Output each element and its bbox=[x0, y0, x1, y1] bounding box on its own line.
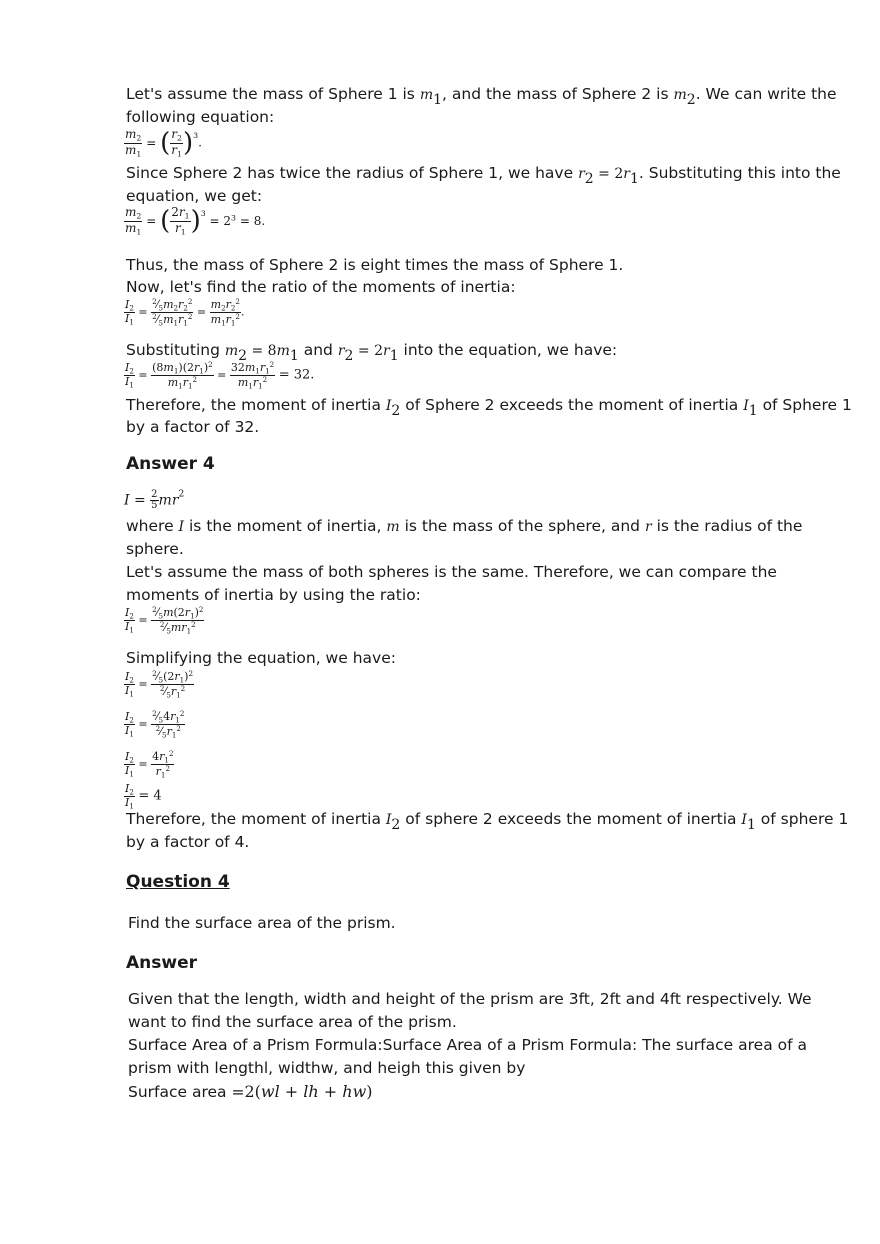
equation-ratio-step-1: $\frac{I_2}{I_1}$ = $\frac{^2⁄_5m(2r_1)^2}{^2⁄_5mr_1^2}$ bbox=[125, 605, 204, 635]
text-line: Given that the length, width and height of the prism are 3ft, 2ft and 4ft respectively. We bbox=[128, 990, 812, 1008]
heading-question-4: Question 4 bbox=[126, 872, 230, 892]
text-line: by a factor of 32. bbox=[126, 418, 260, 436]
text-line: where I is the moment of inertia, m is the mass of the sphere, and r is the radius of the bbox=[126, 517, 803, 535]
text-line: by a factor of 4. bbox=[126, 833, 250, 851]
text-line: Now, let's find the ratio of the moments of inertia: bbox=[126, 278, 516, 296]
text-line: sphere. bbox=[126, 540, 184, 558]
text-line: Let's assume the mass of Sphere 1 is $m_1$, and the mass of Sphere 2 is $m_2$. We can write the bbox=[126, 85, 837, 108]
text-line: want to find the surface area of the prism. bbox=[128, 1013, 457, 1031]
heading-answer: Answer bbox=[126, 953, 197, 973]
text-line: Therefore, the moment of inertia $I_2$ of sphere 2 exceeds the moment of inertia $I_1$ of sphere 1 bbox=[126, 810, 849, 833]
equation-inertia-ratio-32: $\frac{I_2}{I_1}$ = $\frac{(8m_1)(2r_1)^2}{m_1r_1^2}$ = $\frac{32m_1r_1^2}{m_1r_1^2}$ = 32. bbox=[125, 360, 315, 390]
equation-ratio-step-3: $\frac{I_2}{I_1}$ = $\frac{^2⁄_54r_1^2}{^2⁄_5r_1^2}$ bbox=[125, 709, 185, 739]
equation-inertia-ratio: $\frac{I_2}{I_1}$ = $\frac{^2⁄_5m_2r_2^2}{^2⁄_5m_1r_1^2}$ = $\frac{m_2r_2^2}{m_1r_1^2}$ . bbox=[125, 297, 245, 327]
text-line-surface-area-formula: Surface area =2(wl + lh + hw) bbox=[128, 1082, 373, 1101]
text-line: Since Sphere 2 has twice the radius of Sphere 1, we have $r_2 = 2r_1$. Substituting this into the bbox=[126, 164, 841, 187]
text-line: Substituting $m_2 = 8m_1$ and $r_2 = 2r_1$ into the equation, we have: bbox=[126, 341, 618, 364]
text-line: Simplifying the equation, we have: bbox=[126, 649, 396, 667]
equation-moment-of-inertia: I = $\frac{2}{5}$ $mr^2$ bbox=[124, 489, 185, 511]
equation-mass-ratio-substituted: $\frac{m_2}{m_1}$ = ( $\frac{2r_1}{r_1}$ )$^3 = 2^3 = 8$. bbox=[125, 205, 266, 237]
text-line: Thus, the mass of Sphere 2 is eight times the mass of Sphere 1. bbox=[126, 256, 624, 274]
text-line: Let's assume the mass of both spheres is the same. Therefore, we can compare the bbox=[126, 563, 777, 581]
text-line: moments of inertia by using the ratio: bbox=[126, 586, 421, 604]
equation-mass-ratio: $\frac{m_2}{m_1}$ = ( $\frac{r_2}{r_1}$ )$^3$. bbox=[125, 127, 202, 159]
text-line: prism with lengthl, widthw, and heigh this given by bbox=[128, 1059, 526, 1077]
text-line: equation, we get: bbox=[126, 187, 263, 205]
heading-answer-4: Answer 4 bbox=[126, 454, 215, 474]
text-line: Find the surface area of the prism. bbox=[128, 914, 396, 932]
text-line: following equation: bbox=[126, 108, 275, 126]
equation-ratio-step-4: $\frac{I_2}{I_1}$ = $\frac{4r_1^2}{r_1^2}$ bbox=[125, 749, 174, 779]
text-line: Surface Area of a Prism Formula:Surface Area of a Prism Formula: The surface area of a bbox=[128, 1036, 807, 1054]
equation-ratio-step-2: $\frac{I_2}{I_1}$ = $\frac{^2⁄_5(2r_1)^2}{^2⁄_5r_1^2}$ bbox=[125, 669, 194, 699]
text-line: Therefore, the moment of inertia $I_2$ of Sphere 2 exceeds the moment of inertia $I_1$ of Sphere 1 bbox=[126, 396, 852, 419]
equation-ratio-result: $\frac{I_2}{I_1}$ = 4 bbox=[125, 782, 162, 811]
